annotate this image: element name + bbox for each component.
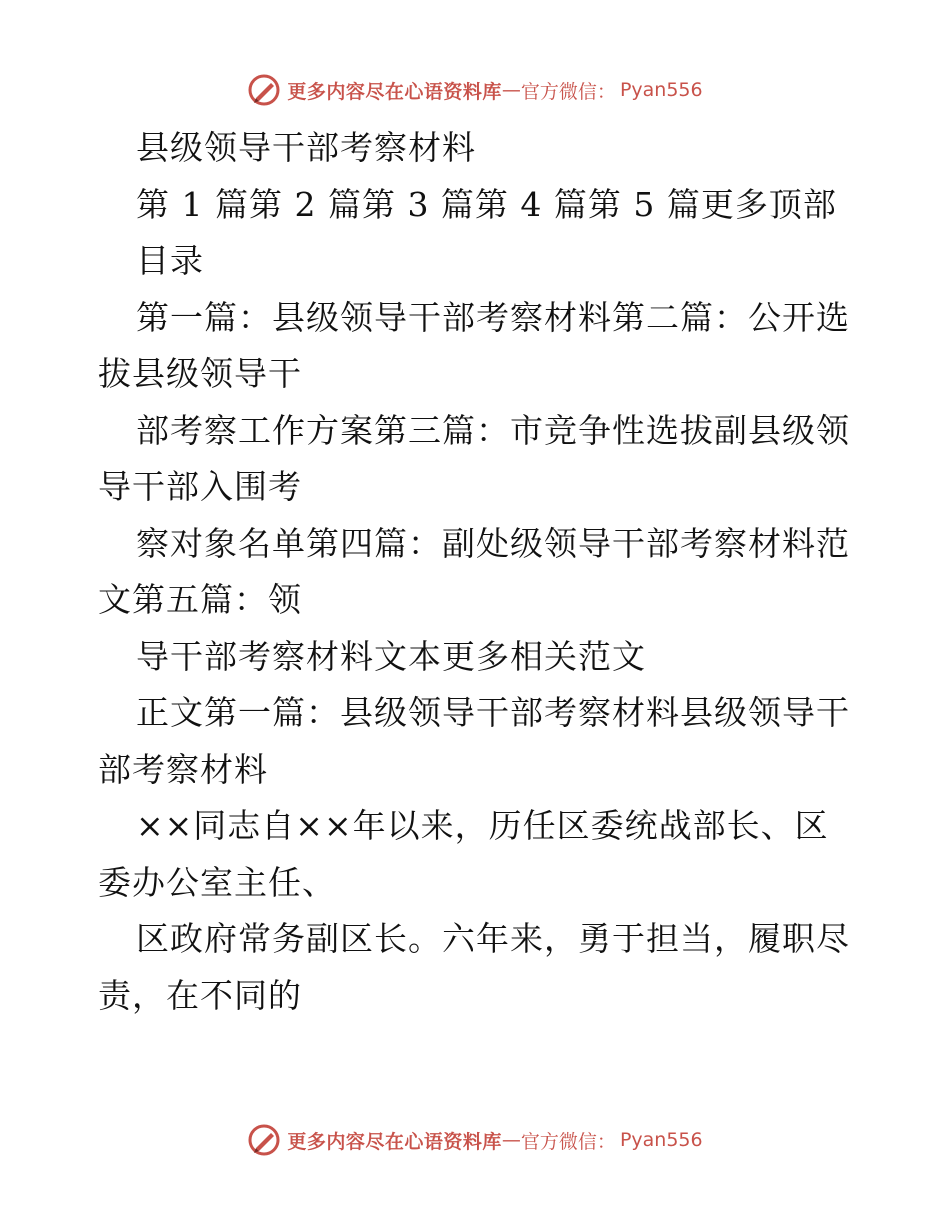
text-line: 目录 [136, 241, 204, 280]
text-line: 拔县级领导干 [98, 354, 302, 393]
footer-banner [0, 1120, 950, 1160]
text-line: 导干部考察材料文本更多相关范文 [136, 636, 646, 676]
pen-logo-icon [247, 73, 281, 107]
text-line: 正文第一篇：县级领导干部考察材料县级领导干 [136, 693, 850, 732]
text-line: 县级领导干部考察材料 [136, 128, 476, 167]
banner-wechat-label: 官方微信： [520, 80, 616, 103]
text-line: 部考察工作方案第三篇：市竞争性选拔副县级领 [136, 410, 850, 450]
text-line: 委办公室主任、 [98, 862, 336, 902]
banner-wechat-label: 官方微信： [520, 1130, 616, 1153]
banner-separator: — [501, 79, 521, 101]
header-banner [0, 70, 950, 110]
banner-wechat-id: Pyan556 [619, 79, 703, 101]
text-line: 部考察材料 [98, 749, 268, 789]
text-line: 区政府常务副区长。六年来，勇于担当，履职尽 [136, 919, 850, 958]
text-line: 察对象名单第四篇：副处级领导干部考察材料范 [136, 523, 850, 563]
banner-separator: — [501, 1129, 521, 1151]
text-line: 文第五篇：领 [98, 580, 302, 619]
text-line: 第 1 篇第 2 篇第 3 篇第 4 篇第 5 篇更多顶部 [136, 184, 837, 224]
text-line: 责，在不同的 [98, 975, 302, 1015]
banner-main-text: 更多内容尽在心语资料库 [287, 80, 502, 103]
text-line: 导干部入围考 [98, 467, 302, 506]
document-body [98, 120, 850, 1024]
text-line: 第一篇：县级领导干部考察材料第二篇：公开选 [136, 297, 850, 337]
banner-wechat-id: Pyan556 [619, 1129, 703, 1151]
pen-logo-icon [247, 1123, 281, 1157]
text-line: ××同志自××年以来，历任区委统战部长、区 [136, 806, 829, 845]
banner-main-text: 更多内容尽在心语资料库 [287, 1130, 502, 1153]
